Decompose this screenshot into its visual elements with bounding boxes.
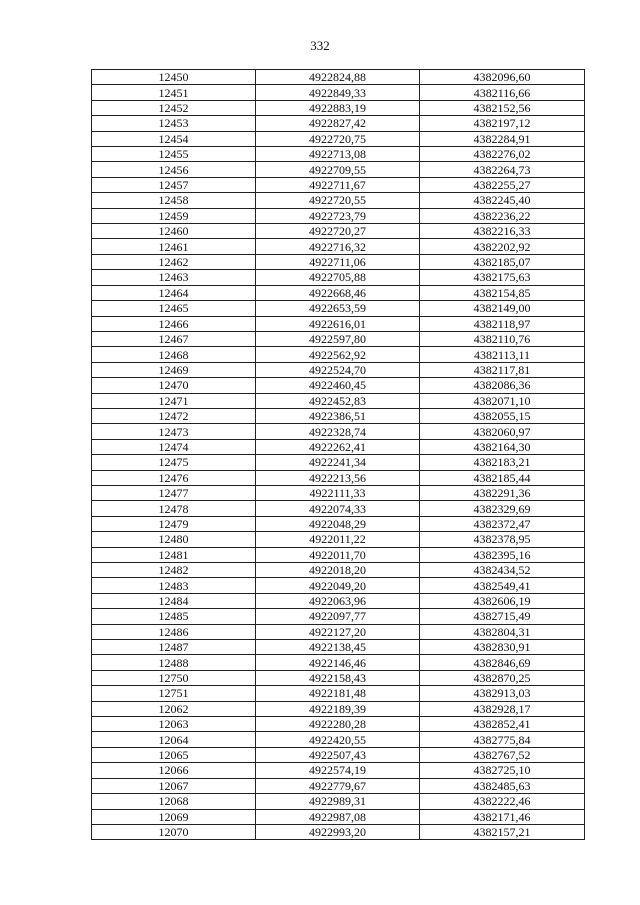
table-row xyxy=(92,532,585,547)
table-row xyxy=(92,131,585,146)
x-coordinate-cell: 4922262,41 xyxy=(256,439,420,454)
point-id-cell: 12453 xyxy=(92,116,256,131)
y-coordinate-cell: 4382725,10 xyxy=(420,763,585,778)
y-coordinate-cell: 4382236,22 xyxy=(420,208,585,223)
point-id-cell: 12067 xyxy=(92,778,256,793)
y-coordinate-cell: 4382171,46 xyxy=(420,809,585,824)
x-coordinate-cell: 4922824,88 xyxy=(256,70,420,85)
table-row xyxy=(92,624,585,639)
point-id-cell: 12464 xyxy=(92,285,256,300)
y-coordinate-cell: 4382117,81 xyxy=(420,362,585,377)
x-coordinate-cell: 4922723,79 xyxy=(256,208,420,223)
y-coordinate-cell: 4382606,19 xyxy=(420,593,585,608)
x-coordinate-cell: 4922111,33 xyxy=(256,485,420,500)
x-coordinate-cell: 4922018,20 xyxy=(256,563,420,578)
y-coordinate-cell: 4382086,36 xyxy=(420,378,585,393)
point-id-cell: 12469 xyxy=(92,362,256,377)
y-coordinate-cell: 4382096,60 xyxy=(420,70,585,85)
y-coordinate-cell: 4382149,00 xyxy=(420,301,585,316)
table-row xyxy=(92,547,585,562)
y-coordinate-cell: 4382804,31 xyxy=(420,624,585,639)
x-coordinate-cell: 4922779,67 xyxy=(256,778,420,793)
point-id-cell: 12063 xyxy=(92,717,256,732)
table-row xyxy=(92,563,585,578)
point-id-cell: 12466 xyxy=(92,316,256,331)
point-id-cell: 12478 xyxy=(92,501,256,516)
y-coordinate-cell: 4382216,33 xyxy=(420,224,585,239)
table-row xyxy=(92,378,585,393)
point-id-cell: 12458 xyxy=(92,193,256,208)
y-coordinate-cell: 4382928,17 xyxy=(420,701,585,716)
x-coordinate-cell: 4922668,46 xyxy=(256,285,420,300)
table-row xyxy=(92,362,585,377)
table-row xyxy=(92,439,585,454)
table-row xyxy=(92,609,585,624)
table-row xyxy=(92,285,585,300)
page-number: 332 xyxy=(310,38,330,53)
y-coordinate-cell: 4382164,30 xyxy=(420,439,585,454)
y-coordinate-cell: 4382852,41 xyxy=(420,717,585,732)
y-coordinate-cell: 4382202,92 xyxy=(420,239,585,254)
table-row xyxy=(92,70,585,85)
y-coordinate-cell: 4382255,27 xyxy=(420,177,585,192)
y-coordinate-cell: 4382372,47 xyxy=(420,516,585,531)
point-id-cell: 12461 xyxy=(92,239,256,254)
x-coordinate-cell: 4922241,34 xyxy=(256,455,420,470)
y-coordinate-cell: 4382291,36 xyxy=(420,485,585,500)
point-id-cell: 12468 xyxy=(92,347,256,362)
point-id-cell: 12454 xyxy=(92,131,256,146)
coordinates-table-body xyxy=(92,70,585,840)
table-row xyxy=(92,316,585,331)
point-id-cell: 12476 xyxy=(92,470,256,485)
point-id-cell: 12473 xyxy=(92,424,256,439)
x-coordinate-cell: 4922989,31 xyxy=(256,794,420,809)
x-coordinate-cell: 4922452,83 xyxy=(256,393,420,408)
table-row xyxy=(92,516,585,531)
table-row xyxy=(92,794,585,809)
point-id-cell: 12475 xyxy=(92,455,256,470)
point-id-cell: 12483 xyxy=(92,578,256,593)
table-row xyxy=(92,485,585,500)
x-coordinate-cell: 4922709,55 xyxy=(256,162,420,177)
x-coordinate-cell: 4922386,51 xyxy=(256,408,420,423)
y-coordinate-cell: 4382264,73 xyxy=(420,162,585,177)
table-row xyxy=(92,809,585,824)
y-coordinate-cell: 4382830,91 xyxy=(420,640,585,655)
y-coordinate-cell: 4382055,15 xyxy=(420,408,585,423)
table-row xyxy=(92,301,585,316)
table-row xyxy=(92,593,585,608)
x-coordinate-cell: 4922993,20 xyxy=(256,824,420,839)
y-coordinate-cell: 4382110,76 xyxy=(420,331,585,346)
table-row xyxy=(92,331,585,346)
point-id-cell: 12456 xyxy=(92,162,256,177)
x-coordinate-cell: 4922127,20 xyxy=(256,624,420,639)
point-id-cell: 12471 xyxy=(92,393,256,408)
table-row xyxy=(92,501,585,516)
y-coordinate-cell: 4382846,69 xyxy=(420,655,585,670)
y-coordinate-cell: 4382183,21 xyxy=(420,455,585,470)
point-id-cell: 12457 xyxy=(92,177,256,192)
x-coordinate-cell: 4922653,59 xyxy=(256,301,420,316)
y-coordinate-cell: 4382870,25 xyxy=(420,670,585,685)
y-coordinate-cell: 4382276,02 xyxy=(420,147,585,162)
x-coordinate-cell: 4922507,43 xyxy=(256,747,420,762)
y-coordinate-cell: 4382116,66 xyxy=(420,85,585,100)
table-row xyxy=(92,578,585,593)
point-id-cell: 12474 xyxy=(92,439,256,454)
point-id-cell: 12751 xyxy=(92,686,256,701)
point-id-cell: 12484 xyxy=(92,593,256,608)
table-row xyxy=(92,778,585,793)
x-coordinate-cell: 4922074,33 xyxy=(256,501,420,516)
y-coordinate-cell: 4382175,63 xyxy=(420,270,585,285)
y-coordinate-cell: 4382767,52 xyxy=(420,747,585,762)
point-id-cell: 12452 xyxy=(92,100,256,115)
table-row xyxy=(92,162,585,177)
table-row xyxy=(92,193,585,208)
y-coordinate-cell: 4382197,12 xyxy=(420,116,585,131)
table-row xyxy=(92,747,585,762)
table-row xyxy=(92,670,585,685)
x-coordinate-cell: 4922328,74 xyxy=(256,424,420,439)
table-row xyxy=(92,763,585,778)
x-coordinate-cell: 4922711,67 xyxy=(256,177,420,192)
point-id-cell: 12460 xyxy=(92,224,256,239)
table-row xyxy=(92,732,585,747)
point-id-cell: 12481 xyxy=(92,547,256,562)
x-coordinate-cell: 4922720,75 xyxy=(256,131,420,146)
table-row xyxy=(92,224,585,239)
y-coordinate-cell: 4382485,63 xyxy=(420,778,585,793)
point-id-cell: 12485 xyxy=(92,609,256,624)
table-row xyxy=(92,824,585,839)
y-coordinate-cell: 4382222,46 xyxy=(420,794,585,809)
point-id-cell: 12465 xyxy=(92,301,256,316)
point-id-cell: 12455 xyxy=(92,147,256,162)
x-coordinate-cell: 4922524,70 xyxy=(256,362,420,377)
y-coordinate-cell: 4382245,40 xyxy=(420,193,585,208)
point-id-cell: 12062 xyxy=(92,701,256,716)
x-coordinate-cell: 4922713,08 xyxy=(256,147,420,162)
point-id-cell: 12470 xyxy=(92,378,256,393)
x-coordinate-cell: 4922562,92 xyxy=(256,347,420,362)
point-id-cell: 12482 xyxy=(92,563,256,578)
x-coordinate-cell: 4922849,33 xyxy=(256,85,420,100)
x-coordinate-cell: 4922720,27 xyxy=(256,224,420,239)
x-coordinate-cell: 4922146,46 xyxy=(256,655,420,670)
table-row xyxy=(92,347,585,362)
x-coordinate-cell: 4922883,19 xyxy=(256,100,420,115)
x-coordinate-cell: 4922460,45 xyxy=(256,378,420,393)
y-coordinate-cell: 4382118,97 xyxy=(420,316,585,331)
y-coordinate-cell: 4382060,97 xyxy=(420,424,585,439)
table-row xyxy=(92,270,585,285)
point-id-cell: 12487 xyxy=(92,640,256,655)
table-row xyxy=(92,85,585,100)
table-row xyxy=(92,701,585,716)
x-coordinate-cell: 4922049,20 xyxy=(256,578,420,593)
y-coordinate-cell: 4382775,84 xyxy=(420,732,585,747)
point-id-cell: 12750 xyxy=(92,670,256,685)
table-row xyxy=(92,424,585,439)
x-coordinate-cell: 4922189,39 xyxy=(256,701,420,716)
point-id-cell: 12488 xyxy=(92,655,256,670)
x-coordinate-cell: 4922420,55 xyxy=(256,732,420,747)
x-coordinate-cell: 4922213,56 xyxy=(256,470,420,485)
x-coordinate-cell: 4922011,22 xyxy=(256,532,420,547)
table-row xyxy=(92,717,585,732)
x-coordinate-cell: 4922048,29 xyxy=(256,516,420,531)
x-coordinate-cell: 4922616,01 xyxy=(256,316,420,331)
y-coordinate-cell: 4382329,69 xyxy=(420,501,585,516)
y-coordinate-cell: 4382395,16 xyxy=(420,547,585,562)
point-id-cell: 12462 xyxy=(92,254,256,269)
point-id-cell: 12477 xyxy=(92,485,256,500)
y-coordinate-cell: 4382113,11 xyxy=(420,347,585,362)
y-coordinate-cell: 4382154,85 xyxy=(420,285,585,300)
point-id-cell: 12451 xyxy=(92,85,256,100)
y-coordinate-cell: 4382715,49 xyxy=(420,609,585,624)
table-row xyxy=(92,100,585,115)
y-coordinate-cell: 4382284,91 xyxy=(420,131,585,146)
point-id-cell: 12472 xyxy=(92,408,256,423)
y-coordinate-cell: 4382378,95 xyxy=(420,532,585,547)
x-coordinate-cell: 4922720,55 xyxy=(256,193,420,208)
x-coordinate-cell: 4922063,96 xyxy=(256,593,420,608)
y-coordinate-cell: 4382913,03 xyxy=(420,686,585,701)
x-coordinate-cell: 4922280,28 xyxy=(256,717,420,732)
table-row xyxy=(92,686,585,701)
point-id-cell: 12068 xyxy=(92,794,256,809)
y-coordinate-cell: 4382434,52 xyxy=(420,563,585,578)
x-coordinate-cell: 4922597,80 xyxy=(256,331,420,346)
table-row xyxy=(92,147,585,162)
x-coordinate-cell: 4922987,08 xyxy=(256,809,420,824)
y-coordinate-cell: 4382185,07 xyxy=(420,254,585,269)
x-coordinate-cell: 4922705,88 xyxy=(256,270,420,285)
x-coordinate-cell: 4922011,70 xyxy=(256,547,420,562)
table-row xyxy=(92,177,585,192)
table-row xyxy=(92,655,585,670)
x-coordinate-cell: 4922181,48 xyxy=(256,686,420,701)
x-coordinate-cell: 4922711,06 xyxy=(256,254,420,269)
point-id-cell: 12065 xyxy=(92,747,256,762)
table-row xyxy=(92,208,585,223)
point-id-cell: 12486 xyxy=(92,624,256,639)
y-coordinate-cell: 4382549,41 xyxy=(420,578,585,593)
y-coordinate-cell: 4382071,10 xyxy=(420,393,585,408)
table-row xyxy=(92,455,585,470)
x-coordinate-cell: 4922574,19 xyxy=(256,763,420,778)
x-coordinate-cell: 4922138,45 xyxy=(256,640,420,655)
y-coordinate-cell: 4382152,56 xyxy=(420,100,585,115)
point-id-cell: 12467 xyxy=(92,331,256,346)
point-id-cell: 12450 xyxy=(92,70,256,85)
table-row xyxy=(92,239,585,254)
table-row xyxy=(92,116,585,131)
x-coordinate-cell: 4922158,43 xyxy=(256,670,420,685)
point-id-cell: 12479 xyxy=(92,516,256,531)
y-coordinate-cell: 4382157,21 xyxy=(420,824,585,839)
coordinates-table xyxy=(91,69,585,840)
point-id-cell: 12480 xyxy=(92,532,256,547)
point-id-cell: 12070 xyxy=(92,824,256,839)
point-id-cell: 12064 xyxy=(92,732,256,747)
x-coordinate-cell: 4922097,77 xyxy=(256,609,420,624)
point-id-cell: 12463 xyxy=(92,270,256,285)
point-id-cell: 12069 xyxy=(92,809,256,824)
x-coordinate-cell: 4922827,42 xyxy=(256,116,420,131)
table-row xyxy=(92,408,585,423)
y-coordinate-cell: 4382185,44 xyxy=(420,470,585,485)
table-row xyxy=(92,470,585,485)
point-id-cell: 12066 xyxy=(92,763,256,778)
point-id-cell: 12459 xyxy=(92,208,256,223)
table-row xyxy=(92,254,585,269)
x-coordinate-cell: 4922716,32 xyxy=(256,239,420,254)
table-row xyxy=(92,393,585,408)
table-row xyxy=(92,640,585,655)
